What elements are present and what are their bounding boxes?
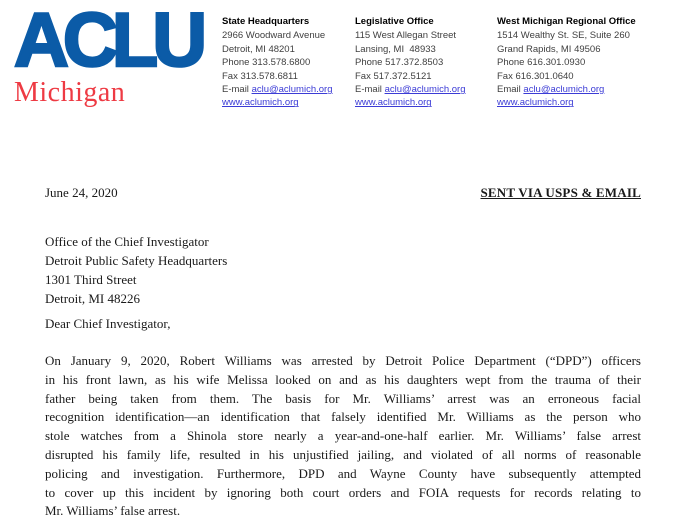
website-link[interactable]: www.aclumich.org bbox=[355, 97, 432, 109]
office-address-line: Detroit, MI 48201 bbox=[222, 43, 295, 55]
date-row bbox=[45, 183, 641, 202]
office-email-line bbox=[222, 83, 355, 96]
office-title: West Michigan Regional Office bbox=[497, 16, 636, 27]
office-phone-line: Phone 616.301.0930 bbox=[497, 57, 586, 69]
body-line: father being taken from them. The basis for Mr. Williams’ arrest was an erroneous facial bbox=[45, 390, 641, 406]
office-legislative bbox=[355, 15, 495, 110]
office-phone-line: Phone 313.578.6800 bbox=[222, 57, 311, 69]
office-fax-line: Fax 517.372.5121 bbox=[355, 70, 432, 82]
office-phone-line: Phone 517.372.8503 bbox=[355, 57, 444, 69]
recipient-address-block bbox=[45, 232, 641, 308]
email-label: E-mail bbox=[355, 84, 385, 96]
salutation: Dear Chief Investigator, bbox=[45, 316, 171, 331]
office-address-line: 115 West Allegan Street bbox=[355, 30, 457, 42]
email-label: Email bbox=[497, 84, 524, 96]
recipient-line: Office of the Chief Investigator bbox=[45, 234, 209, 249]
office-fax-line: Fax 313.578.6811 bbox=[222, 70, 298, 82]
website-link[interactable]: www.aclumich.org bbox=[497, 97, 574, 109]
letterhead bbox=[0, 0, 691, 130]
email-label: E-mail bbox=[222, 84, 252, 96]
letter-date: June 24, 2020 bbox=[45, 185, 118, 200]
office-website-line bbox=[222, 96, 355, 109]
office-title: State Headquarters bbox=[222, 16, 310, 27]
office-state-headquarters bbox=[222, 15, 355, 110]
website-link[interactable]: www.aclumich.org bbox=[222, 97, 299, 109]
office-fax-line: Fax 616.301.0640 bbox=[497, 70, 574, 82]
office-address-line: Lansing, MI 48933 bbox=[355, 43, 436, 55]
recipient-line: 1301 Third Street bbox=[45, 272, 137, 287]
body-line: stole watches from a Shinola store nearly a year-and-one-half earlier. Mr. Williams’ false arrest bbox=[45, 428, 641, 444]
letter-body-paragraph bbox=[45, 352, 641, 521]
body-line: policing and investigation. Furthermore, DPD and Wayne County have subsequently attempted bbox=[45, 465, 641, 481]
office-address-line: Grand Rapids, MI 49506 bbox=[497, 43, 601, 55]
aclu-logo-text: ACLU bbox=[14, 0, 202, 83]
office-email-line bbox=[355, 83, 495, 96]
aclu-logo bbox=[14, 0, 202, 108]
email-link[interactable]: aclu@aclumich.org bbox=[251, 84, 333, 96]
recipient-line: Detroit Public Safety Headquarters bbox=[45, 253, 228, 268]
office-address-line: 2966 Woodward Avenue bbox=[222, 30, 326, 42]
body-line: disrupted his family life, resulted in his unjustified jailing, and violated of all norms of reasonable bbox=[45, 446, 641, 462]
office-website-line bbox=[497, 96, 687, 109]
body-line: to cover up this incident by ignoring both court orders and FOIA requests for records relating to bbox=[45, 484, 641, 500]
office-west-michigan bbox=[497, 15, 687, 110]
aclu-logo-affiliate: Michigan bbox=[14, 77, 126, 108]
email-link[interactable]: aclu@aclumich.org bbox=[523, 84, 605, 96]
body-line: On January 9, 2020, Robert Williams was arrested by Detroit Police Department (“DPD”) officers bbox=[45, 353, 641, 368]
email-link[interactable]: aclu@aclumich.org bbox=[384, 84, 466, 96]
body-line: in his front lawn, as his wife Melissa looked on and as his daughters wept from the trauma of their bbox=[45, 371, 641, 387]
body-line: recognition identification—an identification that falsely identified Mr. Williams as the person who bbox=[45, 409, 641, 425]
office-email-line bbox=[497, 83, 687, 96]
letter-content bbox=[0, 183, 691, 521]
office-website-line bbox=[355, 96, 495, 109]
office-title: Legislative Office bbox=[355, 16, 434, 27]
body-line: Mr. Williams’ false arrest. bbox=[45, 503, 181, 519]
recipient-line: Detroit, MI 48226 bbox=[45, 291, 140, 306]
office-address-line: 1514 Wealthy St. SE, Suite 260 bbox=[497, 30, 630, 42]
delivery-method: SENT VIA USPS & EMAIL bbox=[480, 185, 641, 200]
